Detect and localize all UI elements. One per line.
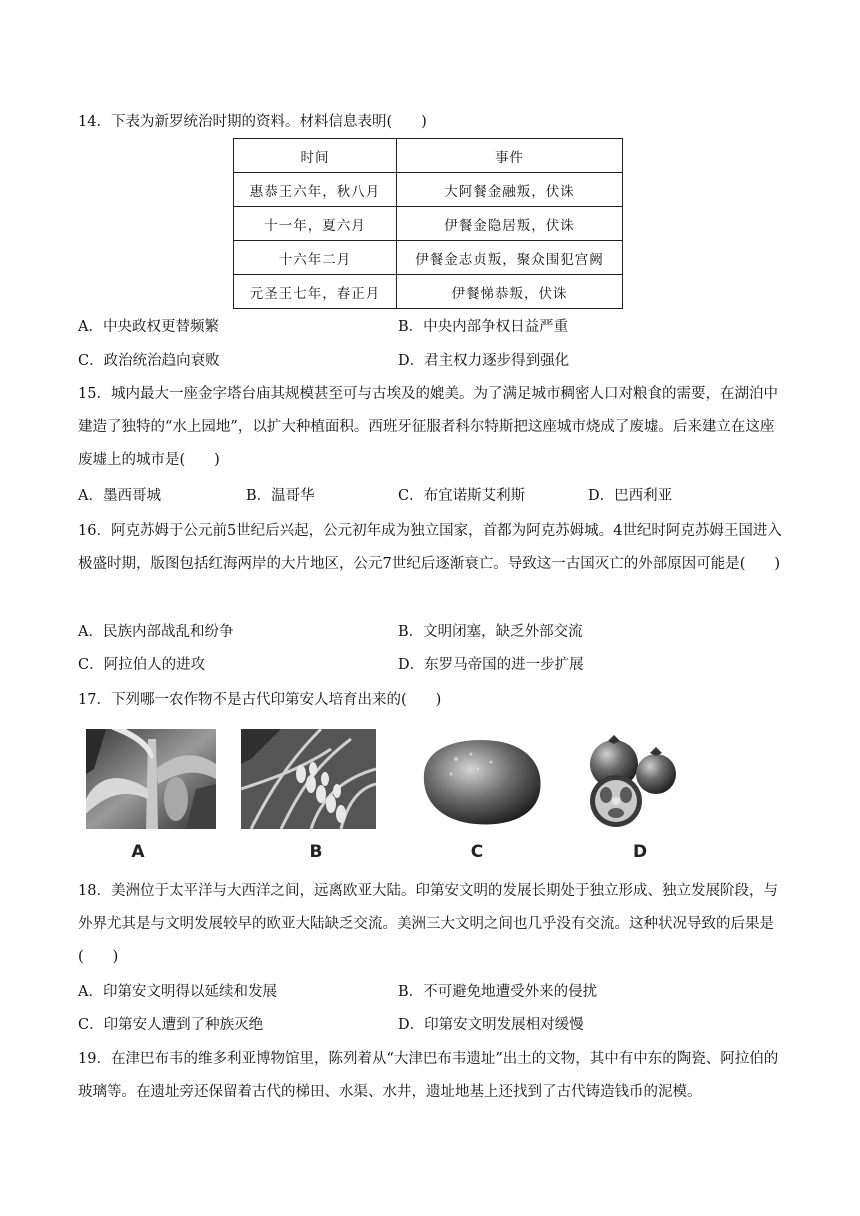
crop-image-a (86, 729, 216, 829)
crop-image-d (584, 729, 684, 829)
q19-stem: 19．在津巴布韦的维多利亚博物馆里，陈列着从“大津巴布韦遗址”出土的文物，其中有中东的陶瓷、阿拉伯的玻璃等。在遗址旁还保留着古代的梯田、水渠、水井，遗址地基上还找到了古代铸造钱币的泥模。 (78, 1051, 779, 1100)
table-header-event: 事件 (397, 139, 623, 173)
q15-option-c[interactable]: C．布宜诺斯艾利斯 (398, 488, 526, 504)
q15-options (78, 480, 783, 513)
table-header-row (234, 139, 623, 173)
table-cell: 大阿餐金融叛，伏诛 (397, 173, 623, 207)
q15-option-b[interactable]: B．温哥华 (246, 488, 315, 504)
table-cell: 十六年二月 (234, 241, 397, 275)
q18-option-a[interactable]: A．印第安文明得以延续和发展 (78, 984, 277, 1000)
q14-option-b[interactable]: B．中央内部争权日益严重 (398, 319, 569, 335)
table-row (234, 275, 623, 309)
q15-option-a[interactable]: A．墨西哥城 (78, 488, 161, 504)
q18-option-b[interactable]: B．不可避免地遭受外来的侵扰 (398, 984, 598, 1000)
q14-stem: 14．下表为新罗统治时期的资料。材料信息表明( ) (78, 114, 427, 130)
q16-option-d[interactable]: D．东罗马帝国的进一步扩展 (398, 657, 584, 673)
q18-options-row1 (78, 976, 783, 1009)
q15-option-d[interactable]: D．巴西利亚 (588, 488, 673, 504)
q16-option-b[interactable]: B．文明闭塞，缺乏外部交流 (398, 624, 583, 640)
q14-options-row2 (78, 345, 783, 378)
table-cell: 伊餐悌恭叛，伏诛 (397, 275, 623, 309)
q18-options-row2 (78, 1009, 783, 1042)
image-label-b: B (309, 842, 323, 862)
table-cell: 伊餐金隐居叛，伏诛 (397, 207, 623, 241)
crop-image-b (241, 729, 376, 829)
image-label-c: C (470, 842, 484, 862)
table-row (234, 241, 623, 275)
q16-stem: 16．阿克苏姆于公元前5世纪后兴起，公元初年成为独立国家，首都为阿克苏姆城。4世纪时阿克苏姆王国进入极盛时期，版图包括红海两岸的大片地区，公元7世纪后逐渐衰亡。导致这一古国灭亡的外部原因可能是( ) (78, 523, 782, 572)
q14-option-d[interactable]: D．君主权力逐步得到强化 (398, 353, 570, 369)
image-label-d: D (632, 842, 648, 862)
q18-option-d[interactable]: D．印第安文明发展相对缓慢 (398, 1017, 584, 1033)
q14-option-c[interactable]: C．政治统治趋向衰败 (78, 353, 220, 369)
q17-stem: 17．下列哪一农作物不是古代印第安人培育出来的( ) (78, 692, 442, 708)
q15-stem: 15．城内最大一座金字塔台庙其规模甚至可与古埃及的媲美。为了满足城市稠密人口对粮食的需要，在湖泊中建造了独特的“水上园地”，以扩大种植面积。西班牙征服者科尔特斯把这座城市烧成了废墟。后来建立在这座废墟上的城市是( ) (78, 386, 778, 468)
table-header-time: 时间 (234, 139, 397, 173)
q16-options-row2 (78, 649, 783, 682)
table-row (234, 207, 623, 241)
image-label-a: A (131, 842, 145, 862)
table-cell: 元圣王七年，春正月 (234, 275, 397, 309)
table-cell: 伊餐金志贞叛，聚众围犯宫阙 (397, 241, 623, 275)
table-cell: 惠恭王六年，秋八月 (234, 173, 397, 207)
q14-option-a[interactable]: A．中央政权更替频繁 (78, 319, 219, 335)
q16-option-c[interactable]: C．阿拉伯人的进攻 (78, 657, 206, 673)
table-cell: 十一年，夏六月 (234, 207, 397, 241)
q14-table (233, 138, 623, 309)
table-row (234, 173, 623, 207)
q18-option-c[interactable]: C．印第安人遭到了种族灭绝 (78, 1017, 264, 1033)
q14-options-row1 (78, 311, 783, 344)
q16-options-row1 (78, 616, 783, 649)
q16-option-a[interactable]: A．民族内部战乱和纷争 (78, 624, 234, 640)
q18-stem: 18．美洲位于太平洋与大西洋之间，远离欧亚大陆。印第安文明的发展长期处于独立形成、独立发展阶段，与外界尤其是与文明发展较早的欧亚大陆缺乏交流。美洲三大文明之间也几乎没有交流。这种状况导致的后果是( ) (78, 883, 778, 965)
crop-image-c (416, 729, 546, 829)
